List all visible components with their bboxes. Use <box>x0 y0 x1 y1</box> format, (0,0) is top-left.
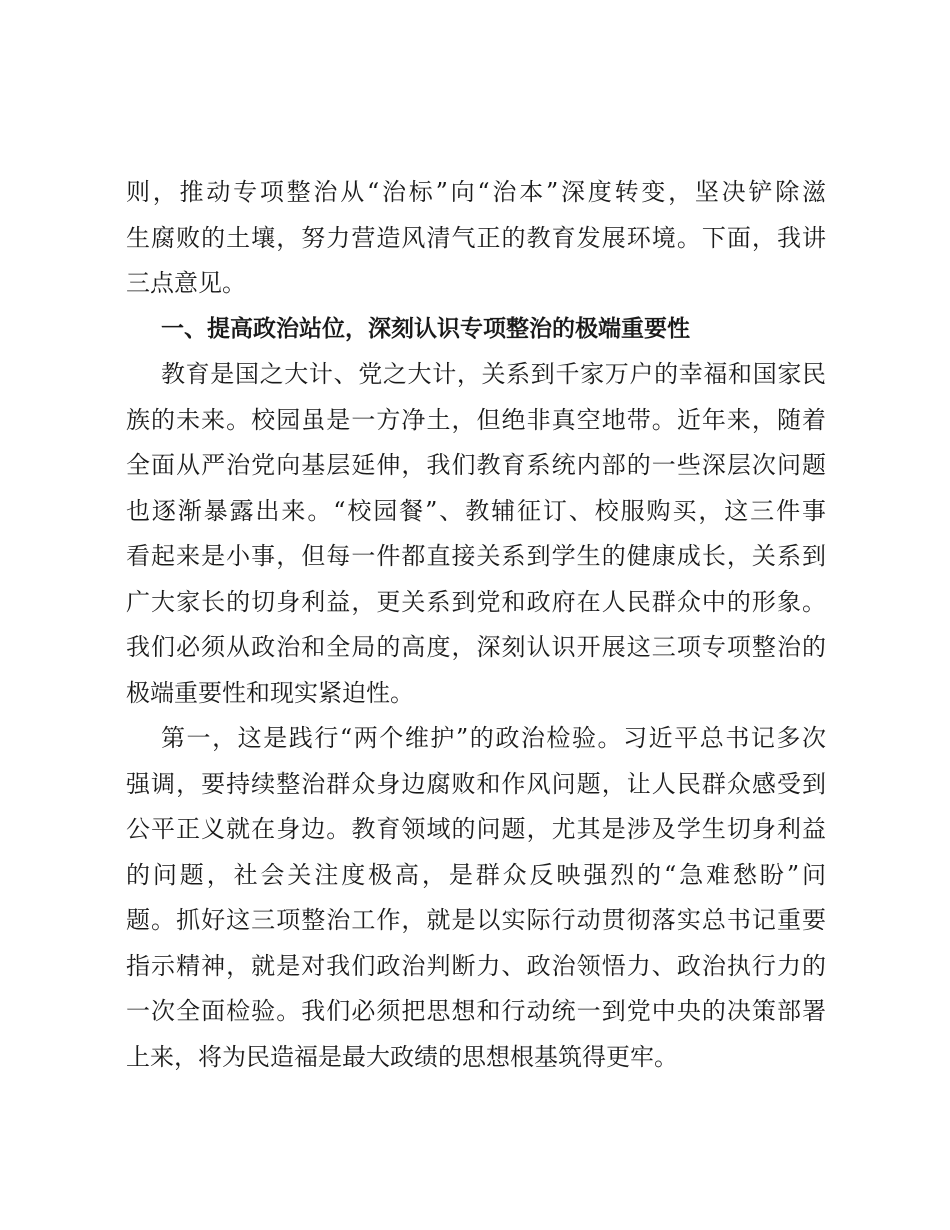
paragraph-line: 则，推动专项整治从“治标”向“治本”深度转变，坚决铲除滋 <box>126 178 826 206</box>
paragraph-line: 上来，将为民造福是最大政绩的思想根基筑得更牢。 <box>126 1042 678 1071</box>
paragraph-line: 也逐渐暴露出来。“校园餐”、教辅征订、校服购买，这三件事 <box>126 496 826 525</box>
paragraph-line: 我们必须从政治和全局的高度，深刻认识开展这三项专项整治的 <box>126 633 826 661</box>
paragraph-line: 极端重要性和现实紧迫性。 <box>126 678 414 707</box>
paragraph-line: 指示精神，就是对我们政治判断力、政治领悟力、政治执行力的 <box>126 951 826 980</box>
paragraph-line: 的问题，社会关注度极高，是群众反映强烈的“急难愁盼”问 <box>126 860 826 889</box>
paragraph-line: 题。抓好这三项整治工作，就是以实际行动贯彻落实总书记重要 <box>126 906 826 934</box>
paragraph-line: 三点意见。 <box>126 269 246 297</box>
paragraph-line: 教育是国之大计、党之大计，关系到千家万户的幸福和国家民 <box>161 360 826 388</box>
section-heading: 一、提高政治站位，深刻认识专项整治的极端重要性 <box>161 315 690 342</box>
paragraph-line: 生腐败的土壤，努力营造风清气正的教育发展环境。下面，我讲 <box>126 223 826 252</box>
paragraph-line: 族的未来。校园虽是一方净土，但绝非真空地带。近年来，随着 <box>126 405 826 434</box>
paragraph-line: 广大家长的切身利益，更关系到党和政府在人民群众中的形象。 <box>126 587 826 616</box>
paragraph-line: 强调，要持续整治群众身边腐败和作风问题，让人民群众感受到 <box>126 769 826 798</box>
paragraph-line: 全面从严治党向基层延伸，我们教育系统内部的一些深层次问题 <box>126 451 826 479</box>
paragraph-line: 第一，这是践行“两个维护”的政治检验。习近平总书记多次 <box>161 724 826 752</box>
body-text <box>126 170 826 1080</box>
paragraph-line: 看起来是小事，但每一件都直接关系到学生的健康成长，关系到 <box>126 542 826 570</box>
paragraph-line: 一次全面检验。我们必须把思想和行动统一到党中央的决策部署 <box>126 997 826 1025</box>
paragraph-line: 公平正义就在身边。教育领域的问题，尤其是涉及学生切身利益 <box>126 815 826 843</box>
